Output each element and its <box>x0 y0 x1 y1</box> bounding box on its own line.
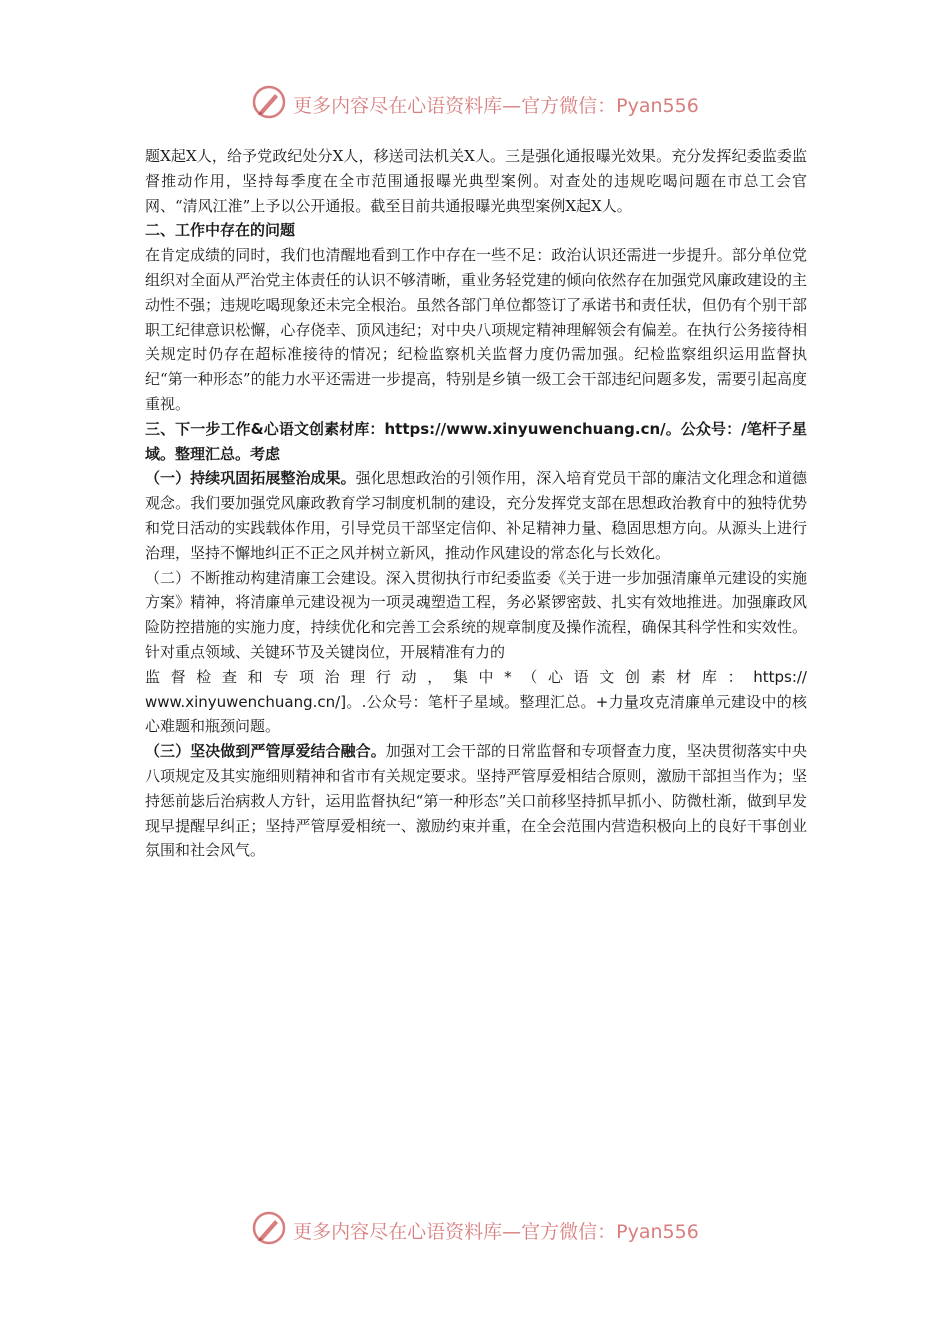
subsection-title: （一）持续巩固拓展整治成果。 <box>145 469 356 488</box>
header-watermark <box>0 84 950 124</box>
subsection-body: 加强对工会干部的日常监督和专项督查力度，坚决贯彻落实中央八项规定及其实施细则精神和省市有关规定要求。坚持严管厚爱相结合原则，激励干部担当作为；坚持惩前毖后治病救人方针，运用监督执纪“第一种形态”关口前移坚持抓早抓小、防微杜渐，做到早发现早提醒早纠正；坚持严管厚爱相统一、激励约束并重，在全会范围内营造积极向上的良好干事创业氛围和社会风气。 <box>145 742 807 860</box>
document-body <box>145 144 807 863</box>
pen-logo-icon <box>251 84 287 125</box>
subsection-2-spaced-line: 监督检查和专项治理行动，集中*（心语文创素材库：https:// <box>145 667 807 686</box>
paragraph: 在肯定成绩的同时，我们也清醒地看到工作中存在一些不足：政治认识还需进一步提升。部分单位党组织对全面从严治党主体责任的认识不够清晰，重业务轻党建的倾向依然存在加强党风廉政建设的主动性不强；违规吃喝现象还未完全根治。虽然各部门单位都签订了承诺书和责任状，但仍有个别干部职工纪律意识松懈，心存侥幸、顶风违纪；对中央八项规定精神理解领会有偏差。在执行公务接待相关规定时仍存在超标准接待的情况；纪检监察机关监督力度仍需加强。纪检监察组织运用监督执纪“第一种形态”的能力水平还需进一步提高，特别是乡镇一级工会干部违纪问题多发，需要引起高度重视。 <box>145 246 807 413</box>
subsection-body: 强化思想政治的引领作用，深入培育党员干部的廉洁文化理念和道德观念。我们要加强党风廉政教育学习制度机制的建设，充分发挥党支部在思想政治教育中的独特优势和党日活动的实践载体作用，引导党员干部坚定信仰、补足精神力量、稳固思想方向。从源头上进行治理，坚持不懈地纠正不正之风并树立新风，推动作风建设的常态化与长效化。 <box>145 469 807 562</box>
paragraph: 题X起X人，给予党政纪处分X人，移送司法机关X人。三是强化通报曝光效果。充分发挥纪委监委监督推动作用，坚持每季度在全市范围通报曝光典型案例。对查处的违规吃喝问题在市总工会官网、“清风江淮”上予以公开通报。截至目前共通报曝光典型案例X起X人。 <box>145 147 807 215</box>
subsection-2-tail: www.xinyuwenchuang.cn/]。.公众号：笔杆子星域。整理汇总。+力量攻克清廉单元建设中的核心难题和瓶颈问题。 <box>145 692 807 736</box>
footer-watermark <box>0 1210 950 1250</box>
section-heading: 二、工作中存在的问题 <box>145 221 296 240</box>
pen-logo-icon <box>251 1210 287 1251</box>
subsection-2: （二）不断推动构建清廉工会建设。深入贯彻执行市纪委监委《关于进一步加强清廉单元建设的实施方案》精神，将清廉单元建设视为一项灵魂塑造工程，务必紧锣密鼓、扎实有效地推进。加强廉政风险防控措施的实施力度，持续优化和完善工会系统的规章制度及操作流程，确保其科学性和实效性。针对重点领域、关键环节及关键岗位，开展精准有力的 <box>145 568 807 661</box>
subsection-3 <box>145 739 807 863</box>
section-heading: 三、下一步工作&心语文创素材库：https://www.xinyuwenchuang.cn/。公众号：/笔杆子星域。整理汇总。考虑 <box>145 419 807 463</box>
watermark-text: 更多内容尽在心语资料库—官方微信：Pyan556 <box>293 1221 699 1243</box>
watermark-text: 更多内容尽在心语资料库—官方微信：Pyan556 <box>293 95 699 117</box>
subsection-1 <box>145 466 807 565</box>
subsection-title: （三）坚决做到严管厚爱结合融合。 <box>145 742 386 761</box>
